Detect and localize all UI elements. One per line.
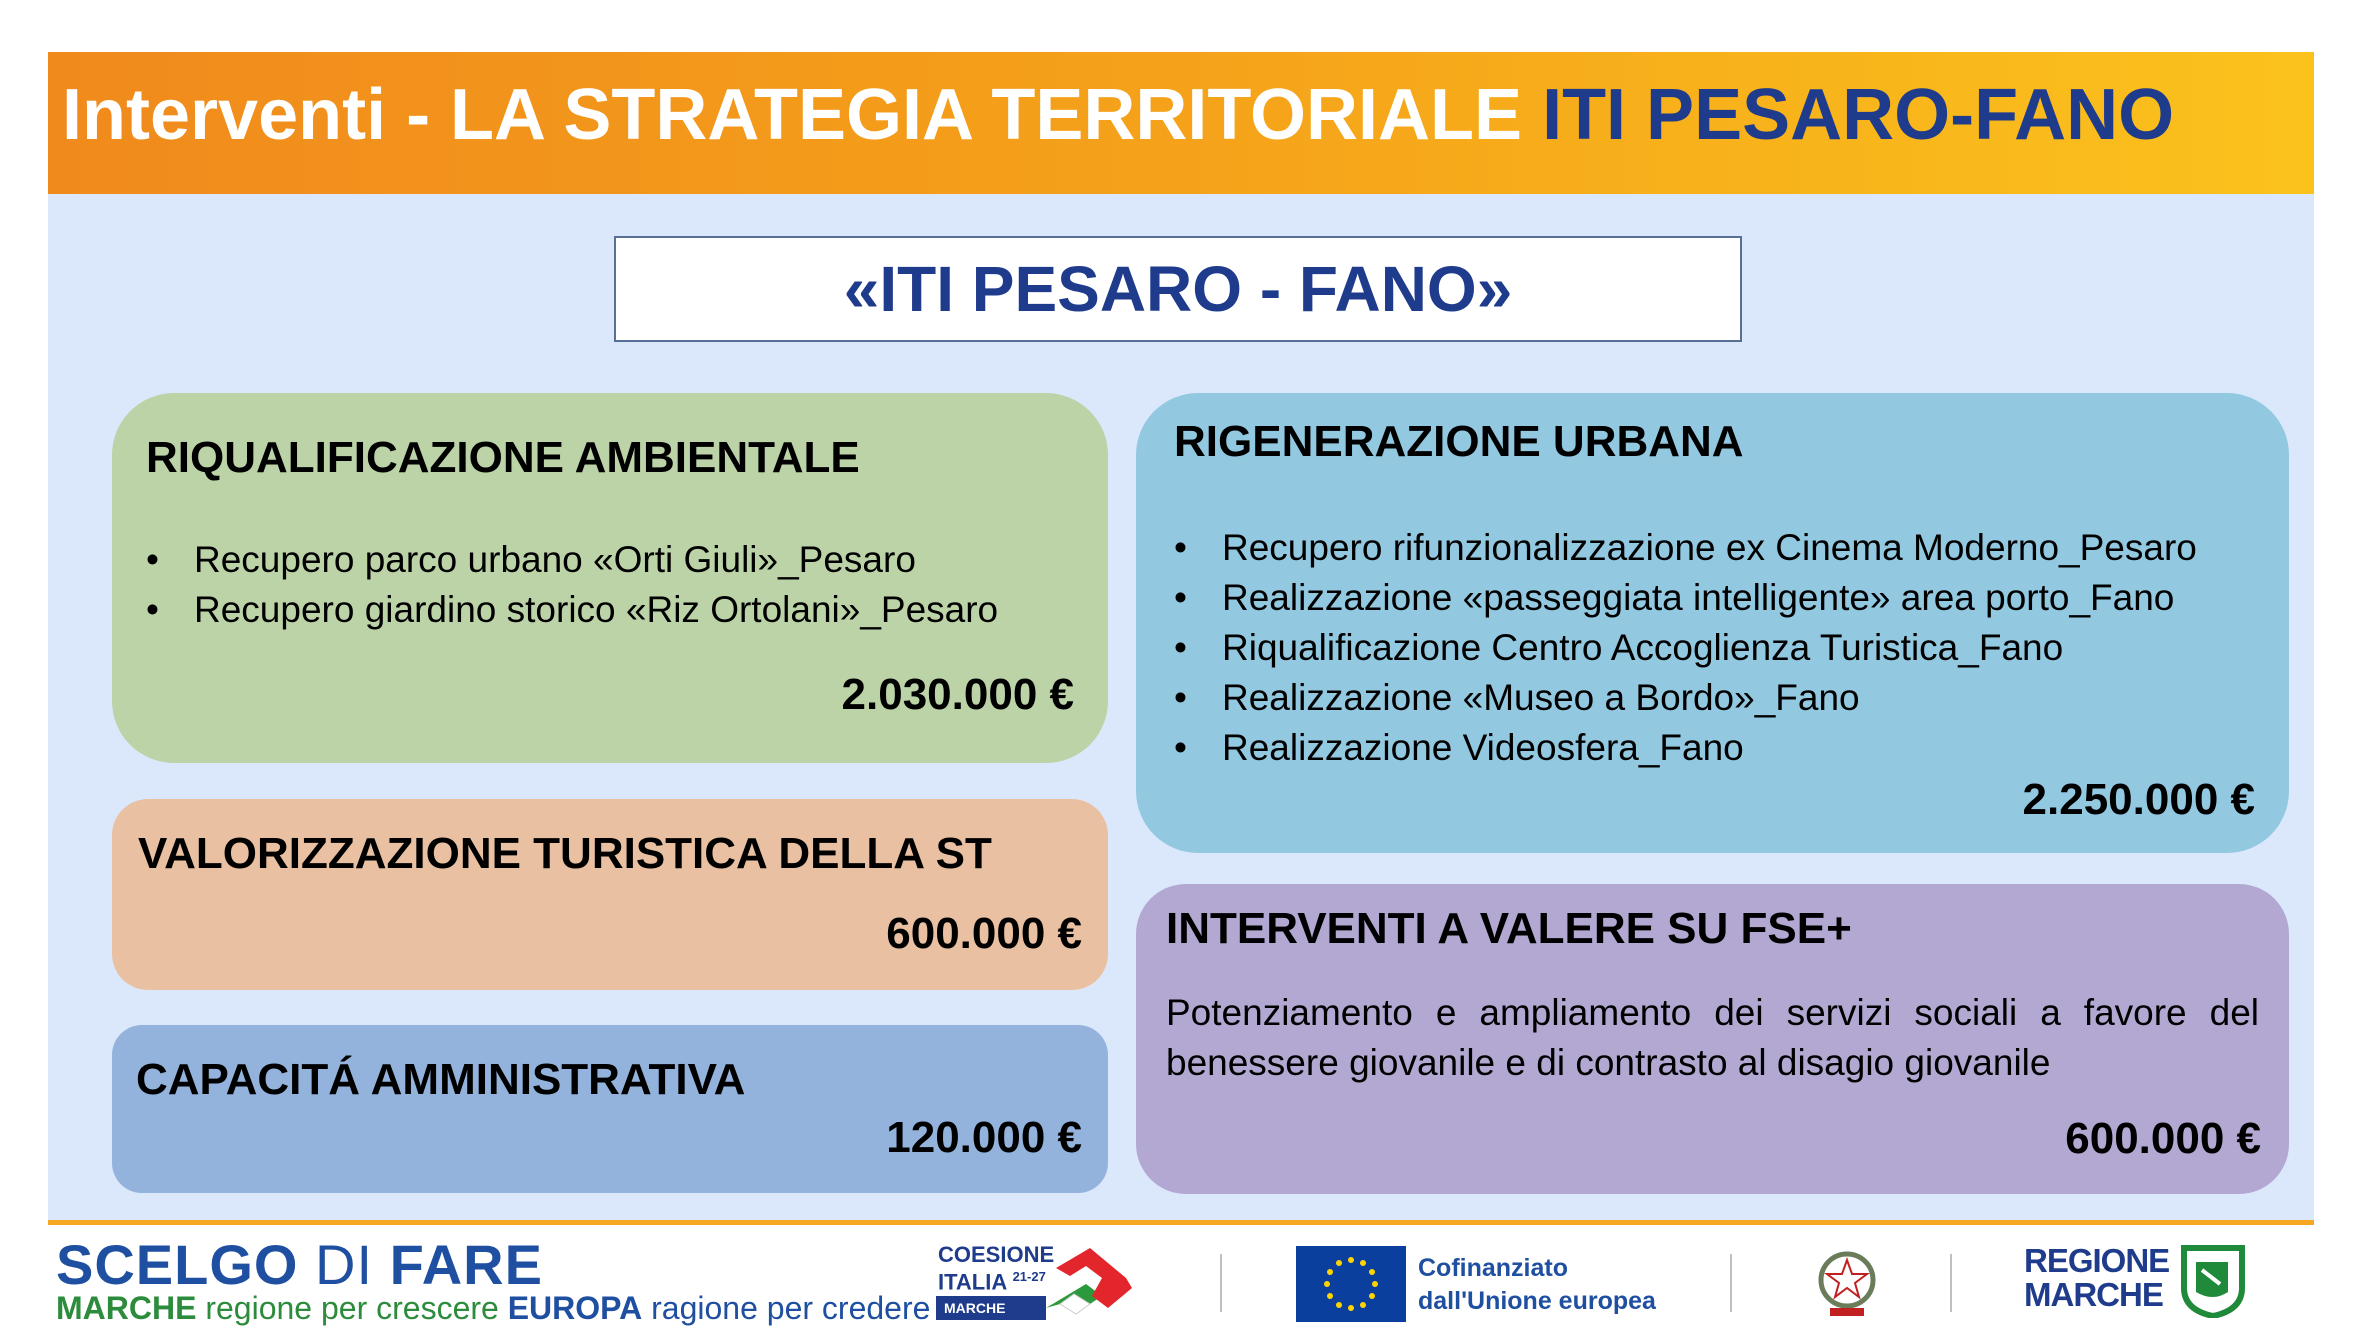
card-interventi-fse: [1136, 884, 2289, 1194]
footer-divider: [48, 1220, 2314, 1225]
card-amount: 2.250.000 €: [2022, 775, 2255, 824]
footer-separator: [1730, 1254, 1732, 1312]
list-item: • Realizzazione Videosfera_Fano: [1174, 723, 2197, 773]
coesione-arrow-icon: [1046, 1248, 1134, 1324]
subtitle-box: «ITI PESARO - FANO»: [614, 236, 1742, 342]
card-description: Potenziamento e ampliamento dei servizi sociali a favore del benessere giovanile e di contrasto al disagio giovanile: [1166, 992, 2259, 1083]
footer-separator: [1220, 1254, 1222, 1312]
brand-slogan-bottom: MARCHE regione per crescere EUROPA ragione per credere: [56, 1290, 931, 1326]
list-item: • Realizzazione «Museo a Bordo»_Fano: [1174, 673, 2197, 723]
bullet: •: [1174, 527, 1187, 568]
list-item: • Recupero parco urbano «Orti Giuli»_Pesaro: [146, 535, 998, 585]
card-amount: 2.030.000 €: [841, 670, 1074, 719]
bullet: •: [1174, 577, 1187, 618]
list-item: • Recupero rifunzionalizzazione ex Cinema Moderno_Pesaro: [1174, 523, 2197, 573]
list-item: • Realizzazione «passeggiata intelligente» area porto_Fano: [1174, 573, 2197, 623]
regione-marche-wordmark: REGIONE MARCHE: [2024, 1242, 2170, 1313]
bullet: •: [146, 539, 159, 580]
bullet: •: [1174, 627, 1187, 668]
italian-republic-emblem-icon: [1812, 1244, 1882, 1322]
card-title: CAPACITÁ AMMINISTRATIVA: [136, 1055, 746, 1104]
card-amount: 120.000 €: [886, 1113, 1082, 1162]
bullet: •: [1174, 727, 1187, 768]
list-item: • Recupero giardino storico «Riz Ortolani»_Pesaro: [146, 585, 998, 635]
header-banner: [48, 52, 2314, 194]
page-title-main: Interventi - LA STRATEGIA TERRITORIALE: [62, 75, 1523, 155]
page-title-accent: ITI PESARO-FANO: [1542, 75, 2175, 155]
card-title: INTERVENTI A VALERE SU FSE+: [1166, 904, 1852, 953]
card-title: RIGENERAZIONE URBANA: [1174, 417, 1744, 466]
footer-separator: [1950, 1254, 1952, 1312]
card-riqualificazione-ambientale: [112, 393, 1108, 763]
eu-flag-icon: [1296, 1246, 1406, 1322]
regione-marche-logo-icon: [2180, 1244, 2246, 1318]
card-title: VALORIZZAZIONE TURISTICA DELLA ST: [138, 829, 992, 878]
card-amount: 600.000 €: [886, 909, 1082, 958]
eu-cofinancing-text: Cofinanziato dall'Unione europea: [1418, 1254, 1656, 1315]
card-list: [146, 535, 998, 635]
card-list: [1174, 523, 2197, 773]
card-capacita-amministrativa: [112, 1025, 1108, 1193]
brand-slogan-top: SCELGO DI FARE: [56, 1233, 543, 1296]
bullet: •: [146, 589, 159, 630]
card-title: RIQUALIFICAZIONE AMBIENTALE: [146, 433, 860, 482]
coesione-italia-logo: COESIONE ITALIA $^{21-27}$ MARCHE: [936, 1240, 1136, 1324]
bullet: •: [1174, 677, 1187, 718]
list-item: • Riqualificazione Centro Accoglienza Turistica_Fano: [1174, 623, 2197, 673]
card-amount: 600.000 €: [2065, 1114, 2261, 1163]
page-title: [62, 74, 2174, 156]
card-valorizzazione-turistica: [112, 799, 1108, 990]
card-rigenerazione-urbana: [1136, 393, 2289, 853]
